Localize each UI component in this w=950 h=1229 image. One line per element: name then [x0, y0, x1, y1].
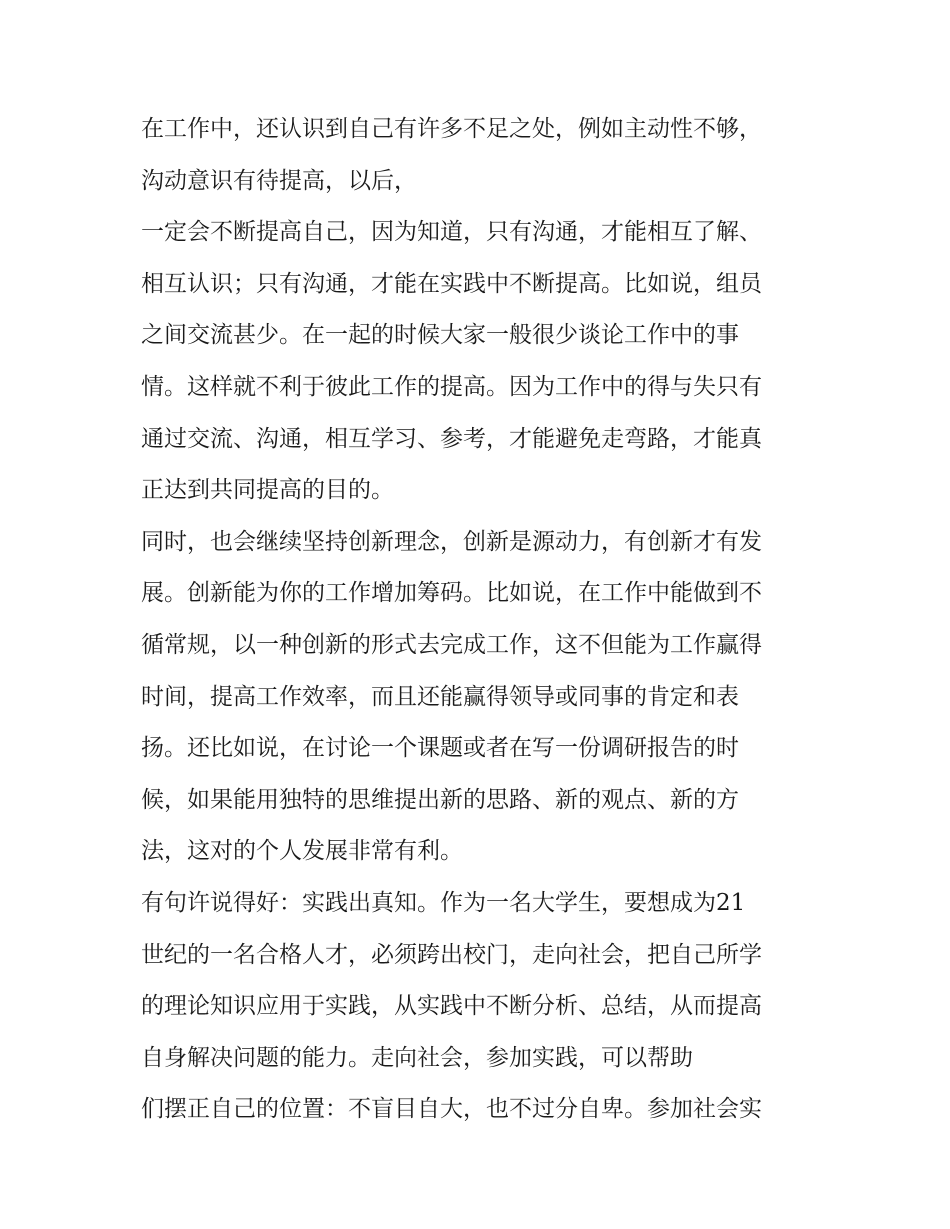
text-line: 展。创新能为你的工作增加筹码。比如说，在工作中能做到不 — [141, 580, 762, 607]
text-line: 有句许说得好：实践出真知。作为一名大学生，要想成为21 — [141, 889, 746, 916]
text-line: 世纪的一名合格人才，必须跨出校门，走向社会，把自己所学 — [141, 941, 762, 968]
text-line: 自身解决问题的能力。走向社会，参加实践，可以帮助 — [141, 1044, 693, 1071]
document-body — [141, 104, 821, 1136]
text-line: 正达到共同提高的目的。 — [141, 477, 394, 504]
text-line: 一定会不断提高自己，因为知道，只有沟通，才能相互了解、 — [141, 219, 762, 246]
text-line: 法，这对的个人发展非常有利。 — [141, 838, 463, 865]
text-line: 时间，提高工作效率，而且还能赢得领导或同事的肯定和表 — [141, 683, 739, 710]
text-line: 的理论知识应用于实践，从实践中不断分析、总结，从而提高 — [141, 993, 762, 1020]
text-line: 候，如果能用独特的思维提出新的思路、新的观点、新的方 — [141, 786, 739, 813]
text-line: 同时，也会继续坚持创新理念，创新是源动力，有创新才有发 — [141, 528, 762, 555]
text-line: 扬。还比如说，在讨论一个课题或者在写一份调研报告的时 — [141, 735, 739, 762]
text-line: 们摆正自己的位置：不盲目自大，也不过分自卑。参加社会实 — [141, 1096, 762, 1123]
text-line: 沟动意识有待提高，以后， — [141, 167, 417, 194]
text-line: 之间交流甚少。在一起的时候大家一般很少谈论工作中的事 — [141, 322, 739, 349]
text-line: 相互认识；只有沟通，才能在实践中不断提高。比如说，组员 — [141, 270, 762, 297]
text-line: 通过交流、沟通，相互学习、参考，才能避免走弯路，才能真 — [141, 425, 762, 452]
text-line: 情。这样就不利于彼此工作的提高。因为工作中的得与失只有 — [141, 373, 762, 400]
text-line: 循常规，以一种创新的形式去完成工作，这不但能为工作赢得 — [141, 631, 762, 658]
text-line: 在工作中，还认识到自己有许多不足之处，例如主动性不够， — [141, 116, 762, 142]
